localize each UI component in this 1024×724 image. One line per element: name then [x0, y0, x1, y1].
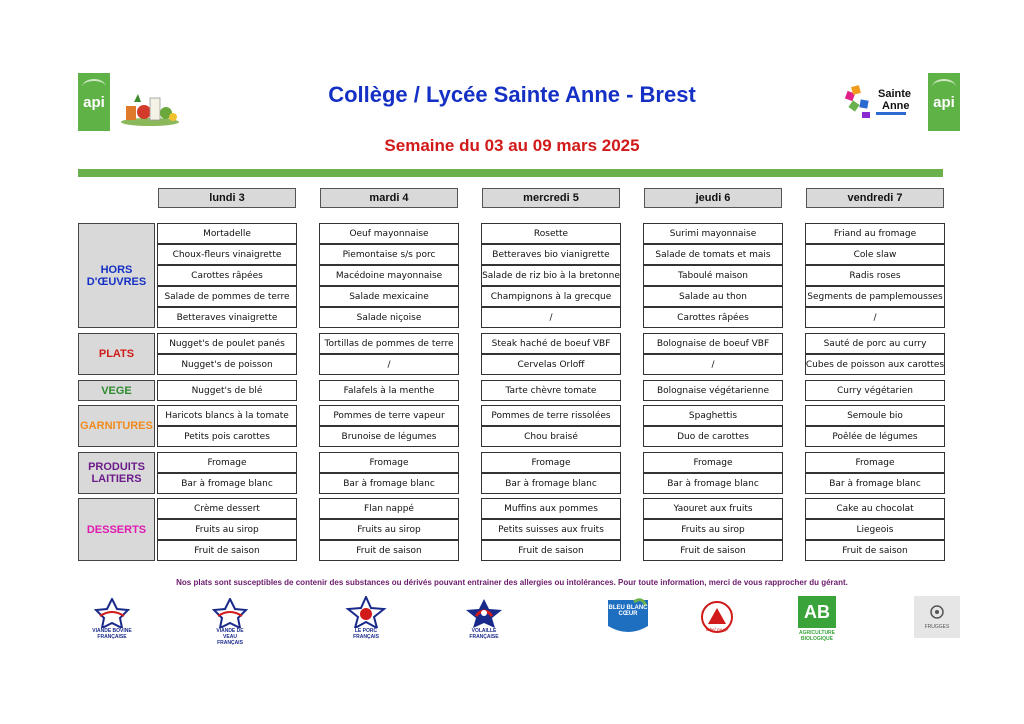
- day-header: jeudi 6: [644, 188, 782, 208]
- logo-text-anne: Anne: [882, 100, 910, 112]
- category-name: HORS D'ŒUVRES: [86, 263, 147, 288]
- menu-cell: Carottes râpées: [157, 265, 297, 286]
- menu-cell: /: [805, 307, 945, 328]
- menu-cell: Choux-fleurs vinaigrette: [157, 244, 297, 265]
- category-label: [78, 452, 155, 494]
- menu-cell: Piemontaise s/s porc: [319, 244, 459, 265]
- week-subtitle: Semaine du 03 au 09 mars 2025: [384, 136, 640, 155]
- menu-cell: Cubes de poisson aux carottes: [805, 354, 945, 375]
- volaille-label: VOLAILLE FRANÇAISE: [469, 628, 499, 640]
- volaille-francaise-logo: [462, 598, 506, 640]
- day-header: vendredi 7: [806, 188, 944, 208]
- green-divider: [78, 169, 943, 177]
- menu-cell: Liegeois: [805, 519, 945, 540]
- menu-cell: Poêlée de légumes: [805, 426, 945, 447]
- menu-cell: Fruit de saison: [319, 540, 459, 561]
- menu-cell: Nugget's de poulet panés: [157, 333, 297, 354]
- menu-cell: Semoule bio: [805, 405, 945, 426]
- menu-cell: Salade de tomats et mais: [643, 244, 783, 265]
- menu-cell: Tortillas de pommes de terre: [319, 333, 459, 354]
- menu-cell: Fruit de saison: [805, 540, 945, 561]
- category-name: DESSERTS: [86, 523, 147, 536]
- logo-text-sainte: Sainte: [878, 88, 912, 100]
- category-name: VEGE: [101, 384, 132, 397]
- day-header: mercredi 5: [482, 188, 620, 208]
- category-label: [78, 498, 155, 561]
- day-header: mardi 4: [320, 188, 458, 208]
- label-rouge-text: label rouge: [705, 628, 729, 633]
- menu-cell: Mortadelle: [157, 223, 297, 244]
- menu-cell: Salade au thon: [643, 286, 783, 307]
- menu-cell: Bar à fromage blanc: [157, 473, 297, 494]
- menu-cell: Radis roses: [805, 265, 945, 286]
- allergy-notice: Nos plats sont susceptibles de contenir des substances ou dérivés pouvant entrainer des allergies ou intolérances. Pour toute information, merci de vous rapprocher du gérant.: [176, 578, 848, 587]
- menu-cell: Muffins aux pommes: [481, 498, 621, 519]
- category-name: PRODUITS LAITIERS: [88, 461, 145, 485]
- menu-cell: Bar à fromage blanc: [481, 473, 621, 494]
- day-header: lundi 3: [158, 188, 296, 208]
- menu-cell: Betteraves vinaigrette: [157, 307, 297, 328]
- menu-cell: Macédoine mayonnaise: [319, 265, 459, 286]
- menu-cell: Fromage: [157, 452, 297, 473]
- menu-cell: Fromage: [319, 452, 459, 473]
- category-name: GARNITURES: [80, 420, 153, 432]
- menu-cell: Taboulé maison: [643, 265, 783, 286]
- menu-cell: /: [481, 307, 621, 328]
- menu-cell: Salade mexicaine: [319, 286, 459, 307]
- menu-cell: Bar à fromage blanc: [805, 473, 945, 494]
- api-logo-text: api: [933, 93, 955, 111]
- menu-cell: Cole slaw: [805, 244, 945, 265]
- menu-cell: Haricots blancs à la tomate: [157, 405, 297, 426]
- category-label: [78, 223, 155, 328]
- menu-cell: Nugget's de blé: [157, 380, 297, 401]
- menu-cell: Tarte chèvre tomate: [481, 380, 621, 401]
- menu-cell: Salade niçoise: [319, 307, 459, 328]
- menu-cell: Salade de riz bio à la bretonne: [481, 265, 621, 286]
- menu-cell: /: [643, 354, 783, 375]
- viande-bovine-francaise-logo: [92, 598, 132, 640]
- menu-cell: Fromage: [481, 452, 621, 473]
- page-title: Collège / Lycée Sainte Anne - Brest: [328, 82, 696, 107]
- menu-cell: Betteraves bio vianigrette: [481, 244, 621, 265]
- agriculture-biologique-logo: [796, 596, 838, 642]
- menu-cell: Champignons à la grecque: [481, 286, 621, 307]
- menu-cell: Surimi mayonnaise: [643, 223, 783, 244]
- frugges-logo: [914, 596, 960, 638]
- porc-label: LE PORC FRANÇAIS: [353, 628, 379, 640]
- category-name: PLATS: [98, 348, 135, 360]
- menu-cell: Duo de carottes: [643, 426, 783, 447]
- menu-cell: Chou braisé: [481, 426, 621, 447]
- ab-sub-label: AGRICULTURE BIOLOGIQUE: [798, 630, 835, 642]
- menu-cell: Fromage: [643, 452, 783, 473]
- menu-cell: Rosette: [481, 223, 621, 244]
- menu-cell: Pommes de terre vapeur: [319, 405, 459, 426]
- menu-cell: Fruits au sirop: [643, 519, 783, 540]
- menu-cell: /: [319, 354, 459, 375]
- menu-cell: Nugget's de poisson: [157, 354, 297, 375]
- menu-cell: Falafels à la menthe: [319, 380, 459, 401]
- menu-cell: Sauté de porc au curry: [805, 333, 945, 354]
- api-logo-text: api: [83, 93, 105, 111]
- le-porc-francais-logo: [344, 596, 388, 640]
- menu-cell: Bolognaise de boeuf VBF: [643, 333, 783, 354]
- menu-cell: Petits suisses aux fruits: [481, 519, 621, 540]
- menu-cell: Carottes râpées: [643, 307, 783, 328]
- menu-cell: Petits pois carottes: [157, 426, 297, 447]
- menu-cell: Friand au fromage: [805, 223, 945, 244]
- menu-cell: Fruits au sirop: [319, 519, 459, 540]
- menu-cell: Steak haché de boeuf VBF: [481, 333, 621, 354]
- label-rouge-logo: [698, 600, 736, 634]
- viande-de-veau-francais-logo: [210, 598, 250, 646]
- menu-cell: Bar à fromage blanc: [319, 473, 459, 494]
- menu-cell: Bolognaise végétarienne: [643, 380, 783, 401]
- category-label: [78, 333, 155, 375]
- menu-cell: Fromage: [805, 452, 945, 473]
- category-label: [78, 380, 155, 401]
- bleu-blanc-coeur-logo: [604, 596, 652, 636]
- menu-cell: Fruits au sirop: [157, 519, 297, 540]
- menu-cell: Bar à fromage blanc: [643, 473, 783, 494]
- menu-cell: Brunoise de légumes: [319, 426, 459, 447]
- menu-cell: Cervelas Orloff: [481, 354, 621, 375]
- category-label: [78, 405, 155, 447]
- menu-cell: Oeuf mayonnaise: [319, 223, 459, 244]
- menu-cell: Curry végétarien: [805, 380, 945, 401]
- menu-cell: Cake au chocolat: [805, 498, 945, 519]
- menu-cell: Salade de pommes de terre: [157, 286, 297, 307]
- menu-cell: Yaouret aux fruits: [643, 498, 783, 519]
- menu-cell: Crème dessert: [157, 498, 297, 519]
- ab-text: AB: [798, 596, 836, 628]
- menu-cell: Spaghettis: [643, 405, 783, 426]
- menu-cell: Fruit de saison: [157, 540, 297, 561]
- bbc-label: BLEU BLANC CŒUR: [608, 605, 648, 617]
- menu-cell: Flan nappé: [319, 498, 459, 519]
- menu-cell: Pommes de terre rissolées: [481, 405, 621, 426]
- menu-cell: Segments de pamplemousses: [805, 286, 945, 307]
- vbf-label: VIANDE BOVINE FRANÇAISE: [92, 628, 132, 640]
- menu-cell: Fruit de saison: [481, 540, 621, 561]
- vvf-label: VIANDE DE VEAU FRANÇAIS: [216, 628, 244, 646]
- frugges-label: FRUGGES: [924, 624, 950, 630]
- menu-cell: Fruit de saison: [643, 540, 783, 561]
